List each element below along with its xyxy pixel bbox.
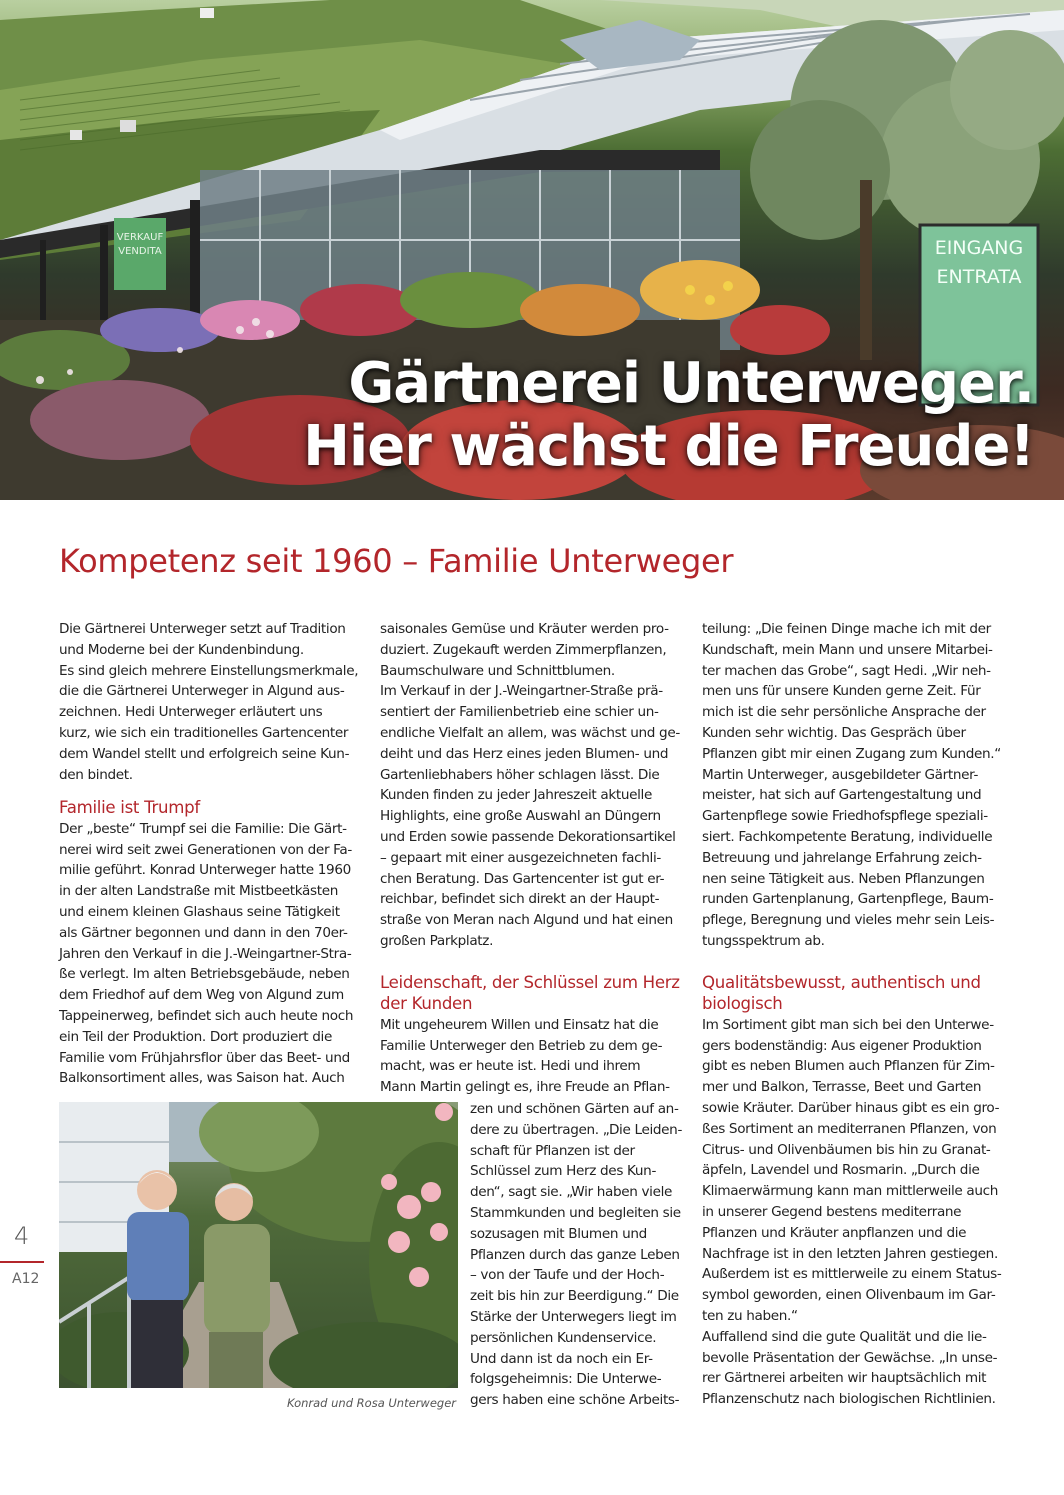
text-line: folgsgeheimnis: Die Unterwe- xyxy=(470,1371,662,1388)
column-3 xyxy=(702,619,1001,1410)
text-line: saisonales Gemüse und Kräuter werden pro- xyxy=(380,621,669,637)
text-line: Familie Unterweger den Betrieb zu dem ge- xyxy=(380,1037,663,1054)
leidenschaft-paragraph xyxy=(380,1015,680,1098)
text-line: meister, hat sich auf Gartengestaltung und xyxy=(702,787,982,804)
photo-caption: Konrad und Rosa Unterweger xyxy=(286,1396,456,1410)
text-line: duziert. Zugekauft werden Zimmerpflanzen, xyxy=(380,641,667,658)
arbeitsteilung-paragraph xyxy=(702,619,1001,952)
text-line: mer und Balkon, Terrasse, Beet und Garten xyxy=(702,1079,982,1096)
hero-title-line2: Hier wächst die Freude! xyxy=(303,414,1034,479)
text-line: Es sind gleich mehrere Einstellungsmerkmale, xyxy=(59,662,359,679)
text-line: Highlights, eine große Auswahl an Düngern xyxy=(380,808,661,825)
text-line: Jahren den Verkauf in die J.-Weingartner-Stra- xyxy=(59,945,352,962)
text-line: milie geführt. Konrad Unterweger hatte 1960 xyxy=(59,862,351,879)
column-2 xyxy=(380,619,680,1098)
text-line: sozusagen mit Blumen und xyxy=(470,1225,647,1242)
text-line: zeichnen. Hedi Unterweger erläutert uns xyxy=(59,704,323,721)
column-1 xyxy=(59,619,358,1089)
sign-right-line2: ENTRATA xyxy=(936,266,1022,288)
page-label: A12 xyxy=(12,1271,40,1287)
text-line: Kundschaft, mein Mann und unsere Mitarbei- xyxy=(702,641,993,658)
text-line: Stärke der Unterwegers liegt im xyxy=(470,1308,677,1325)
text-line: den bindet. xyxy=(59,766,133,783)
text-line: Der „beste“ Trumpf sei die Familie: Die Gärt- xyxy=(59,820,347,837)
text-line: Baumschulware und Schnittblumen. xyxy=(380,662,615,679)
text-line: Außerdem ist es mittlerweile zu einem Status- xyxy=(702,1266,1002,1283)
text-line: Kunden sehr wichtig. Das Gespräch über xyxy=(702,724,966,741)
text-line: zen und schönen Gärten auf an- xyxy=(470,1101,679,1117)
text-line: dem Wandel stellt und erfolgreich seine Kun- xyxy=(59,745,350,762)
text-line: Citrus- und Olivenbäumen bis hin zu Granat- xyxy=(702,1141,991,1158)
text-line: mich ist die sehr persönliche Ansprache der xyxy=(702,704,986,721)
sign-left-line2: VENDITA xyxy=(118,246,162,257)
text-line: gibt es neben Blumen auch Pflanzen für Zim- xyxy=(702,1058,995,1075)
text-line: die die Gärtnerei Unterweger in Algund aus- xyxy=(59,683,345,700)
text-line: und Erden sowie passende Dekorationsartikel xyxy=(380,828,676,845)
text-line: gers haben eine schöne Arbeits- xyxy=(470,1392,680,1409)
text-line: dem Friedhof auf dem Weg von Algund zum xyxy=(59,987,344,1004)
text-line: großen Parkplatz. xyxy=(380,932,494,949)
text-line: dere zu übertragen. „Die Leiden- xyxy=(470,1121,683,1138)
text-line: sowie Kräuter. Darüber hinaus gibt es ein gro- xyxy=(702,1099,1000,1116)
photo-illustration xyxy=(59,1102,458,1388)
text-line: reichbar, befindet sich direkt an der Haupt- xyxy=(380,891,660,908)
text-line: Martin Unterweger, ausgebildeter Gärtner- xyxy=(702,766,979,783)
text-line: bevolle Präsentation der Gewächse. „In unse- xyxy=(702,1349,998,1366)
text-line: Auffallend sind die gute Qualität und die lie- xyxy=(702,1328,987,1345)
familie-paragraph xyxy=(59,819,358,1089)
text-line: Pflanzenschutz nach biologischen Richtlinien. xyxy=(702,1391,996,1408)
text-line: in unserer Gegend bestens mediterrane xyxy=(702,1203,962,1220)
text-line: ten zu haben.“ xyxy=(702,1307,798,1324)
section-heading-leidenschaft-line1: Leidenschaft, der Schlüssel zum Herz xyxy=(380,972,680,992)
text-line: symbol geworden, einen Olivenbaum im Gar- xyxy=(702,1287,996,1304)
section-heading-qualitaet-line2: biologisch xyxy=(702,994,783,1014)
text-line: Tappeinerweg, befindet sich auch heute noch xyxy=(59,1008,354,1025)
sign-right-line1: EINGANG xyxy=(934,237,1024,259)
text-line: runden Gartenplanung, Gartenpflege, Baum- xyxy=(702,891,994,908)
text-line: – von der Taufe und der Hoch- xyxy=(470,1267,665,1284)
text-line: den“, sagt sie. „Wir haben viele xyxy=(470,1184,673,1201)
text-line: Kunden finden zu jeder Jahreszeit aktuelle xyxy=(380,787,652,804)
text-line: Stammkunden und begleiten sie xyxy=(470,1204,681,1221)
sign-left-line1: VERKAUF xyxy=(116,232,164,243)
text-line: Mit ungeheurem Willen und Einsatz hat die xyxy=(380,1016,659,1033)
text-line: pflege, Beregnung und vieles mehr sein Leis- xyxy=(702,912,995,929)
text-line: in der alten Landstraße mit Mistbeetkästen xyxy=(59,883,339,900)
text-line: Pflanzen und Kräuter anpflanzen und die xyxy=(702,1224,967,1241)
verkauf-paragraph xyxy=(380,619,680,952)
text-line: persönlichen Kundenservice. xyxy=(470,1329,657,1346)
page-number-divider xyxy=(0,1261,44,1263)
hero-title-line1: Gärtnerei Unterweger. xyxy=(348,351,1034,416)
text-line: deiht und das Herz eines jeden Blumen- und xyxy=(380,745,669,762)
text-line: kurz, wie sich ein traditionelles Gartencenter xyxy=(59,724,349,741)
text-line: zeit bis hin zur Beerdigung.“ Die xyxy=(470,1288,679,1305)
text-line: ßes Sortiment an mediterranen Pflanzen, von xyxy=(702,1120,997,1137)
text-line: nerei wird seit zwei Generationen von der Fa- xyxy=(59,841,352,858)
text-line: ein Teil der Produktion. Dort produziert die xyxy=(59,1028,332,1045)
text-line: tungsspektrum ab. xyxy=(702,932,825,949)
text-line: straße von Meran nach Algund und hat einen xyxy=(380,912,673,929)
text-line: macht, was er heute ist. Hedi und ihrem xyxy=(380,1058,641,1075)
text-line: chen Beratung. Das Gartencenter ist gut er- xyxy=(380,870,665,887)
text-line: Nachfrage ist in den letzten Jahren gestiegen. xyxy=(702,1245,998,1262)
text-line: siert. Fachkompetente Beratung, individuelle xyxy=(702,828,993,845)
text-line: und einem kleinen Glashaus seine Tätigkeit xyxy=(59,904,340,921)
hero-title xyxy=(303,352,1034,478)
text-line: und Moderne bei der Kundenbindung. xyxy=(59,641,304,658)
text-line: Pflanzen durch das ganze Leben xyxy=(470,1246,680,1263)
text-line: ter machen das Grobe“, sagt Hedi. „Wir neh- xyxy=(702,662,991,679)
section-heading-qualitaet-line1: Qualitätsbewusst, authentisch und xyxy=(702,972,981,992)
text-line: endliche Vielfalt an allem, was wächst und ge- xyxy=(380,724,680,741)
text-line: äpfeln, Lavendel und Rosmarin. „Durch die xyxy=(702,1162,980,1179)
intro-paragraph xyxy=(59,619,358,785)
text-line: rer Gärtnerei arbeiten wir hauptsächlich mit xyxy=(702,1370,987,1387)
article-headline: Kompetenz seit 1960 – Familie Unterweger xyxy=(59,542,734,580)
photo-konrad-rosa xyxy=(59,1102,458,1388)
text-line: Klimaerwärmung kann man mittlerweile auch xyxy=(702,1183,999,1200)
text-line: – gepaart mit einer ausgezeichneten fachli- xyxy=(380,849,661,866)
text-line: Im Sortiment gibt man sich bei den Unterwe- xyxy=(702,1016,994,1033)
hero-photo-garden-center xyxy=(0,0,1064,500)
section-heading-familie: Familie ist Trumpf xyxy=(59,798,200,818)
text-line: als Gärtner begonnen und dann in den 70er- xyxy=(59,924,348,941)
text-line: teilung: „Die feinen Dinge mache ich mit der xyxy=(702,621,991,637)
text-line: men uns für unsere Kunden gerne Zeit. Für xyxy=(702,683,981,700)
text-line: Und dann ist da noch ein Er- xyxy=(470,1350,653,1367)
text-line: Gartenliebhabers höher schlagen lässt. Die xyxy=(380,766,660,783)
qualitaet-paragraph xyxy=(702,1015,1001,1410)
page-number: 4 xyxy=(14,1222,30,1250)
text-line: Mann Martin gelingt es, ihre Freude an Pflan- xyxy=(380,1079,670,1096)
text-line: Balkonsortiment alles, was Saison hat. Auch xyxy=(59,1070,345,1087)
text-line: ße verlegt. Im alten Betriebsgebäude, neben xyxy=(59,966,350,983)
text-line: Betreuung und jahrelange Erfahrung zeich- xyxy=(702,849,982,866)
text-line: schaft für Pflanzen ist der xyxy=(470,1142,635,1159)
text-line: Schlüssel zum Herz des Kun- xyxy=(470,1163,656,1180)
text-line: Im Verkauf in der J.-Weingartner-Straße prä- xyxy=(380,683,663,700)
text-line: gers bodenständig: Aus eigener Produktion xyxy=(702,1037,982,1054)
text-line: Gartenpflege sowie Friedhofspflege speziali- xyxy=(702,808,988,825)
column-2-continued xyxy=(470,1099,682,1411)
text-line: nen seine Tätigkeit aus. Neben Pflanzungen xyxy=(702,870,985,887)
text-line: Pflanzen gibt mir einen Zugang zum Kunden.“ xyxy=(702,745,1001,762)
section-heading-leidenschaft-line2: der Kunden xyxy=(380,994,473,1014)
text-line: Die Gärtnerei Unterweger setzt auf Tradition xyxy=(59,621,346,637)
text-line: Familie vom Frühjahrsflor über das Beet- und xyxy=(59,1049,350,1066)
text-line: sentiert der Familienbetrieb eine schier un- xyxy=(380,704,659,721)
